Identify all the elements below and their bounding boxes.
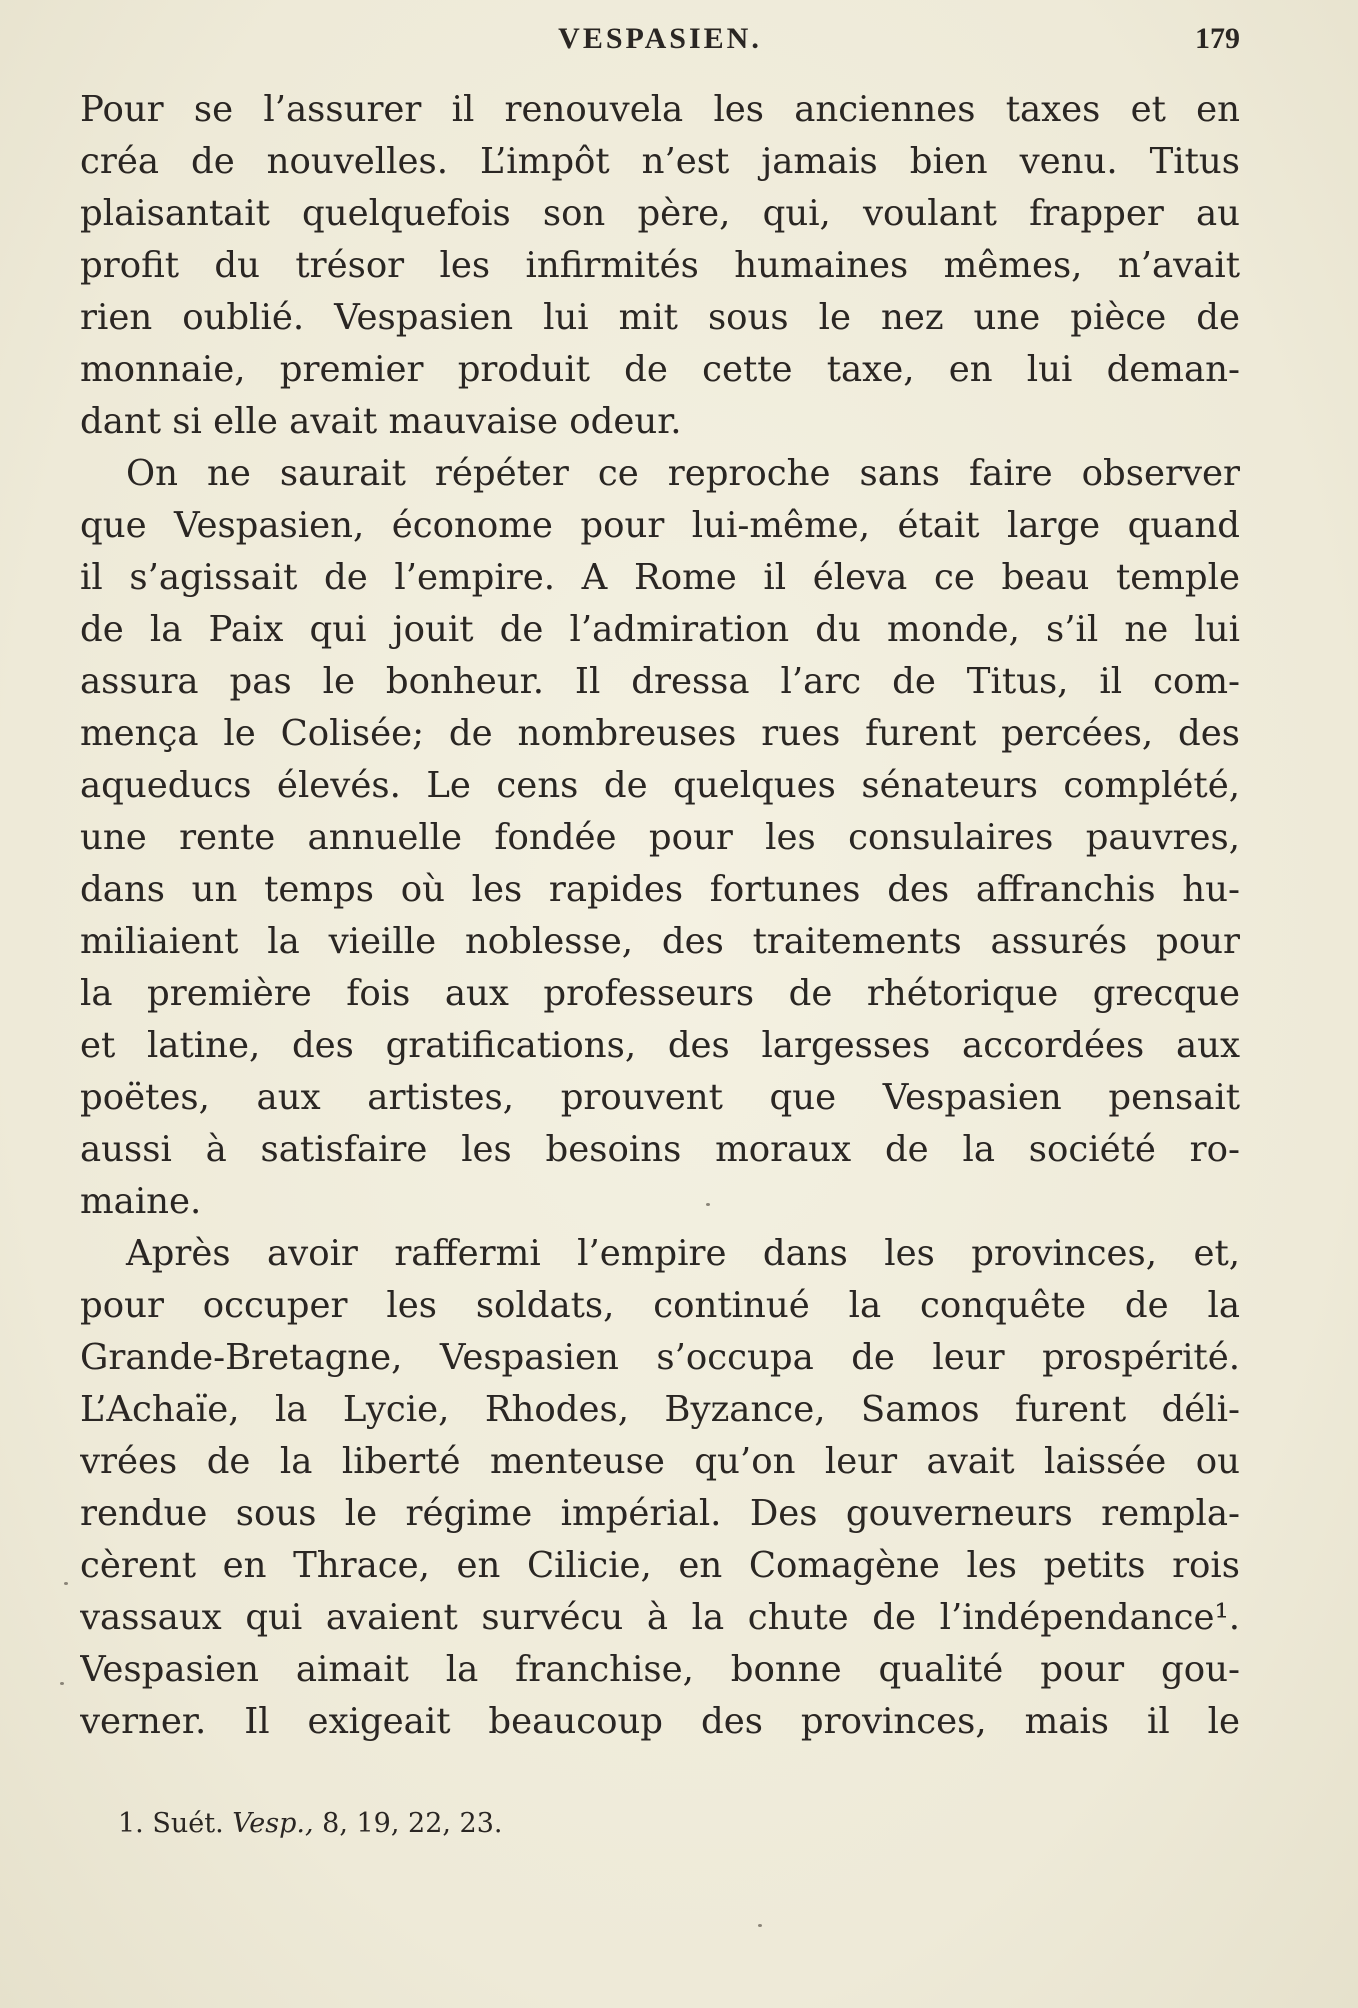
running-head bbox=[80, 22, 1240, 72]
text-line: que Vespasien, économe pour lui-même, était large quand bbox=[80, 505, 1240, 546]
text-line: plaisantait quelquefois son père, qui, voulant frapper au bbox=[80, 193, 1240, 234]
text-line: aussi à satisfaire les besoins moraux de la société ro- bbox=[80, 1129, 1240, 1170]
text-line: vrées de la liberté menteuse qu’on leur avait laissée ou bbox=[80, 1441, 1240, 1482]
text-line: maine. bbox=[80, 1181, 202, 1222]
text-line: et latine, des gratifications, des largesses accordées aux bbox=[80, 1025, 1240, 1066]
paragraph-2 bbox=[80, 448, 1240, 1228]
footnote-marker: 1. bbox=[118, 1808, 144, 1839]
paragraph-1 bbox=[80, 84, 1240, 448]
paper-speck bbox=[706, 1203, 710, 1206]
text-line: il s’agissait de l’empire. A Rome il éleva ce beau temple bbox=[80, 557, 1240, 598]
paragraph-3 bbox=[80, 1228, 1240, 1748]
text-line: monnaie, premier produit de cette taxe, en lui deman- bbox=[80, 349, 1240, 390]
text-line: de la Paix qui jouit de l’admiration du monde, s’il ne lui bbox=[80, 609, 1240, 650]
text-line: verner. Il exigeait beaucoup des provinces, mais il le bbox=[80, 1701, 1240, 1742]
text-line: assura pas le bonheur. Il dressa l’arc de Titus, il com- bbox=[80, 661, 1240, 702]
text-line: profit du trésor les infirmités humaines mêmes, n’avait bbox=[80, 245, 1240, 286]
text-line: poëtes, aux artistes, prouvent que Vespasien pensait bbox=[80, 1077, 1240, 1118]
footnote-author: Suét. bbox=[152, 1808, 224, 1839]
text-line: miliaient la vieille noblesse, des traitements assurés pour bbox=[80, 921, 1240, 962]
page-number: 179 bbox=[1195, 22, 1240, 55]
text-line: Après avoir raffermi l’empire dans les provinces, et, bbox=[126, 1233, 1240, 1274]
text-line: Pour se l’assurer il renouvela les anciennes taxes et en bbox=[80, 89, 1240, 130]
running-title: VESPASIEN. bbox=[558, 22, 762, 55]
body-text bbox=[80, 84, 1240, 1748]
footnote bbox=[118, 1808, 1218, 1839]
text-line: cèrent en Thrace, en Cilicie, en Comagène les petits rois bbox=[80, 1545, 1240, 1586]
text-line: pour occuper les soldats, continué la conquête de la bbox=[80, 1285, 1240, 1326]
text-line: une rente annuelle fondée pour les consulaires pauvres, bbox=[80, 817, 1240, 858]
text-line: créa de nouvelles. L’impôt n’est jamais bien venu. Titus bbox=[80, 141, 1240, 182]
text-line: rendue sous le régime impérial. Des gouverneurs rempla- bbox=[80, 1493, 1240, 1534]
text-line: rien oublié. Vespasien lui mit sous le nez une pièce de bbox=[80, 297, 1240, 338]
paper-speck bbox=[60, 1682, 64, 1685]
footnote-work: Vesp., bbox=[232, 1808, 314, 1839]
text-line: On ne saurait répéter ce reproche sans faire observer bbox=[126, 453, 1240, 494]
paper-speck bbox=[758, 1924, 762, 1927]
text-line: aqueducs élevés. Le cens de quelques sénateurs complété, bbox=[80, 765, 1240, 806]
text-line: la première fois aux professeurs de rhétorique grecque bbox=[80, 973, 1240, 1014]
text-line: Vespasien aimait la franchise, bonne qualité pour gou- bbox=[80, 1649, 1240, 1690]
text-line: vassaux qui avaient survécu à la chute de l’indépendance¹. bbox=[80, 1597, 1240, 1638]
paper-speck bbox=[64, 1582, 68, 1585]
text-line: mença le Colisée; de nombreuses rues furent percées, des bbox=[80, 713, 1240, 754]
text-line: dans un temps où les rapides fortunes des affranchis hu- bbox=[80, 869, 1240, 910]
text-line: dant si elle avait mauvaise odeur. bbox=[80, 401, 682, 442]
text-line: Grande-Bretagne, Vespasien s’occupa de leur prospérité. bbox=[80, 1337, 1240, 1378]
text-line: L’Achaïe, la Lycie, Rhodes, Byzance, Samos furent déli- bbox=[80, 1389, 1240, 1430]
footnote-refs: 8, 19, 22, 23. bbox=[322, 1808, 503, 1839]
